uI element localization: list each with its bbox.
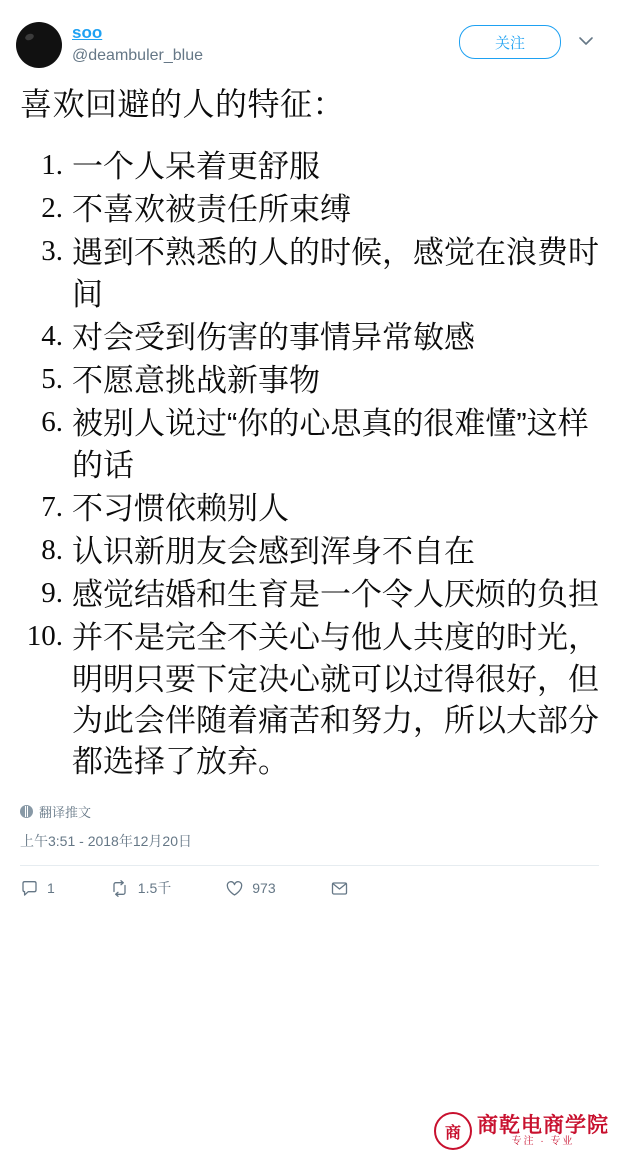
- list-item-text: 不喜欢被责任所束缚: [72, 192, 351, 228]
- tweet-footer: [0, 784, 619, 898]
- list-item: [20, 189, 601, 230]
- list-item: [20, 574, 601, 615]
- reply-count: 1: [47, 880, 55, 897]
- tweet-header: [0, 0, 619, 68]
- follow-button[interactable]: 关注: [459, 25, 561, 59]
- reply-icon: [20, 879, 39, 898]
- globe-icon: [20, 805, 33, 818]
- list-item-number: 1.: [41, 149, 63, 181]
- translate-tweet-link[interactable]: [20, 802, 599, 821]
- tweet-actions: [20, 866, 599, 898]
- list-item: [20, 403, 601, 485]
- list-item-number: 2.: [41, 192, 63, 225]
- list-item: [20, 232, 601, 314]
- list-item-text: 一个人呆着更舒服: [72, 149, 320, 184]
- list-item-number: 10.: [26, 620, 63, 653]
- chevron-down-icon[interactable]: [569, 24, 603, 58]
- watermark-subtitle: 专注 · 专业: [511, 1135, 575, 1147]
- account-handle[interactable]: @deambuler_blue: [72, 47, 203, 64]
- list-item-number: 5.: [41, 363, 63, 396]
- retweet-count: 1.5千: [137, 880, 172, 897]
- like-icon: [225, 879, 244, 898]
- list-item: [20, 317, 601, 358]
- watermark: [434, 1112, 609, 1150]
- share-action[interactable]: [330, 879, 357, 898]
- like-count: 973: [252, 880, 276, 897]
- retweet-action[interactable]: [109, 878, 171, 898]
- list-item: [20, 360, 601, 401]
- points-list: [20, 146, 601, 782]
- tweet-timestamp: 上午3:51 - 2018年12月20日: [20, 833, 192, 850]
- reply-action[interactable]: [20, 879, 55, 898]
- list-item: [20, 617, 601, 782]
- avatar[interactable]: [16, 22, 62, 68]
- list-item: [20, 146, 601, 187]
- account-names: [72, 22, 459, 66]
- watermark-text: [477, 1115, 609, 1148]
- watermark-seal-icon: 商: [434, 1112, 472, 1150]
- list-item-text: 对会受到伤害的事情异常敏感: [72, 319, 475, 355]
- list-item-text: 遇到不熟悉的人的时候，感觉在浪费时间: [72, 235, 599, 312]
- list-item-number: 8.: [41, 533, 63, 566]
- list-item-number: 9.: [41, 577, 63, 610]
- retweet-icon: [109, 879, 130, 898]
- tweet-body: [0, 68, 619, 782]
- tweet-title: 喜欢回避的人的特征：: [20, 86, 346, 122]
- list-item-number: 3.: [41, 235, 63, 268]
- list-item-text: 不习惯依赖别人: [72, 490, 289, 526]
- list-item-text: 被别人说过“你的心思真的很难懂”这样的话: [72, 406, 589, 483]
- display-name[interactable]: soo: [72, 23, 103, 42]
- like-action[interactable]: [225, 879, 275, 898]
- list-item-text: 并不是完全不关心与他人共度的时光，明明只要下定决心就可以过得很好，但为此会伴随着痛苦和努力，所以大部分都选择了放弃。: [72, 620, 599, 780]
- list-item: [20, 488, 601, 529]
- share-icon: [330, 879, 349, 898]
- list-item-text: 认识新朋友会感到浑身不自在: [72, 533, 475, 569]
- watermark-title: 商乾电商学院: [477, 1113, 609, 1137]
- avatar-glint: [24, 33, 35, 42]
- list-item-text: 感觉结婚和生育是一个令人厌烦的负担: [72, 577, 599, 613]
- list-item-number: 6.: [41, 406, 63, 439]
- list-item: [20, 531, 601, 572]
- list-item-text: 不愿意挑战新事物: [72, 363, 320, 399]
- list-item-number: 4.: [41, 319, 63, 352]
- translate-label: 翻译推文: [39, 805, 92, 821]
- list-item-number: 7.: [41, 490, 63, 523]
